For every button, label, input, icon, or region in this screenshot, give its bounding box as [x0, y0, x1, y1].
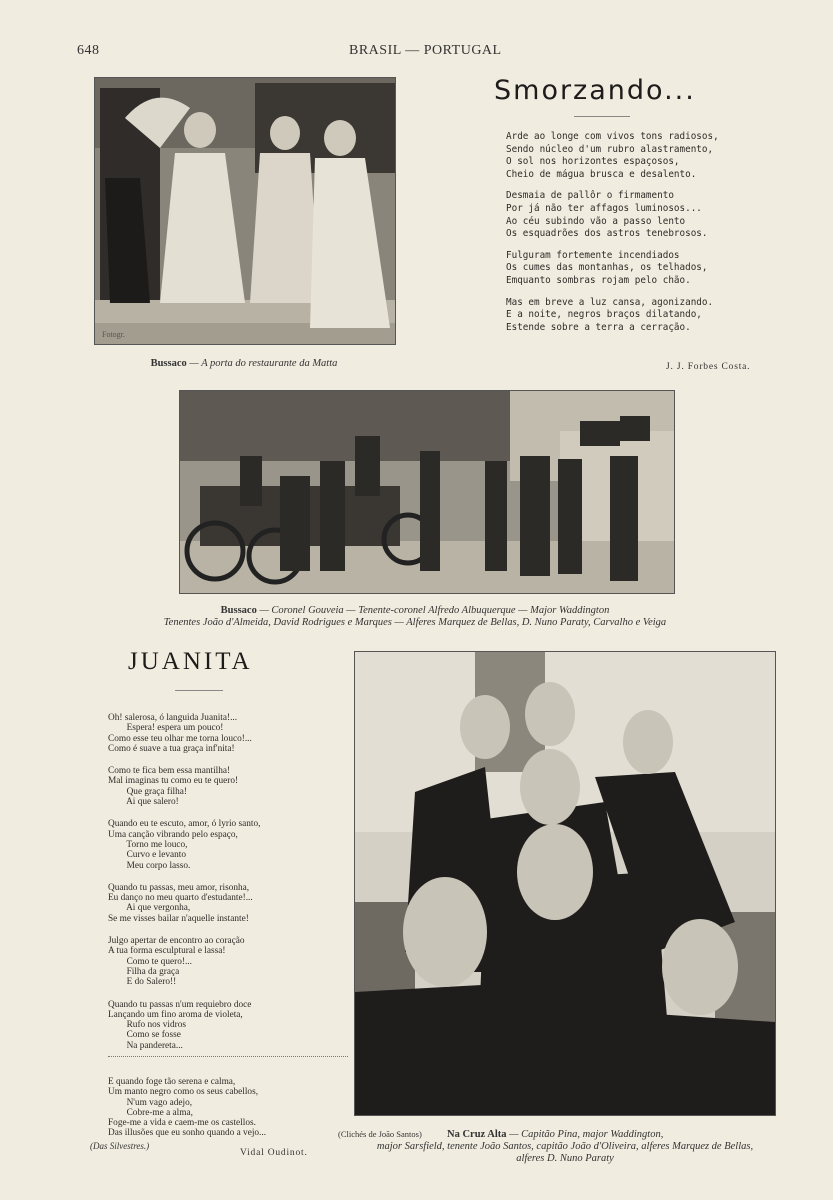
porch-photo	[94, 77, 396, 345]
stanza	[506, 297, 719, 335]
verse-line: Ai que vergonha,	[108, 903, 191, 914]
stanza	[108, 819, 260, 870]
verse-line: Mas em breve a luz cansa, agonizando.	[506, 296, 714, 308]
stanza	[108, 936, 260, 987]
verse-line: Os cumes das montanhas, os telhados,	[506, 262, 708, 274]
verse-line: Lançando um fino aroma de violeta,	[108, 1009, 243, 1020]
verse-line: Oh! salerosa, ó languida Juanita!...	[108, 713, 238, 723]
verse-line: Fulguram fortemente incendiados	[506, 249, 680, 261]
cruz-alta-caption-line2: major Sarsfield, tenente João Santos, capitão João d'Oliveira, alferes Marquez de Bellas,	[376, 1141, 754, 1152]
cruz-alta-caption-place: Na Cruz Alta	[447, 1129, 507, 1140]
porch-caption-place: Bussaco	[150, 358, 187, 369]
verse-line: Estende sobre a terra a cerração.	[506, 321, 691, 333]
group-car-caption-line2: Tenentes João d'Almeida, David Rodrigues e Marques — Alferes Marquez de Bellas, D. Nuno Paraty, Carvalho e Veiga	[163, 617, 667, 628]
verse-line: E quando foge tão serena e calma,	[108, 1077, 236, 1087]
verse-line: Uma canção vibrando pelo espaço,	[108, 829, 238, 840]
stanza	[506, 190, 719, 240]
verse-line: Julgo apertar de encontro ao coração	[108, 936, 245, 947]
verse-line: Arde ao longe com vivos tons radiosos,	[506, 131, 719, 142]
juanita-author: Vidal Oudinot.	[240, 1148, 308, 1158]
cruz-alta-caption-text: Capitão Pina, major Waddington,	[521, 1129, 664, 1140]
running-title: BRASIL — PORTUGAL	[349, 43, 502, 58]
title-rule	[574, 116, 630, 117]
verse-line: Das illusões que eu sonho quando a vejo...	[108, 1128, 267, 1139]
smorzando-title: Smorzando...	[494, 75, 696, 106]
verse-line: A tua forma esculptural e lassa!	[108, 946, 226, 957]
verse-line: Como esse teu olhar me torna louco!...	[108, 733, 252, 744]
verse-line: Como te quero!...	[108, 956, 192, 967]
stanza	[108, 883, 260, 924]
verse-line: Filha da graça	[108, 966, 180, 977]
verse-line: Que graça filha!	[108, 786, 187, 797]
verse-line: Na pandereta...	[108, 1040, 183, 1051]
verse-line: Os esquadrões dos astros tenebrosos.	[506, 228, 708, 240]
porch-caption-text: A porta do restaurante da Matta	[201, 358, 338, 369]
verse-line: Torno me louco,	[108, 839, 188, 850]
stanza	[108, 1000, 260, 1051]
verse-line: Espera! espera um pouco!	[108, 723, 224, 734]
verse-line: Cobre-me a alma,	[108, 1107, 193, 1118]
cruz-alta-photo	[354, 651, 776, 1116]
cruz-alta-caption-line3: alferes D. Nuno Paraty	[516, 1153, 614, 1164]
verse-line: Desmaia de pallôr o firmamento	[506, 190, 674, 202]
verse-line: Quando tu passas n'um requiebro doce	[108, 999, 252, 1010]
verse-line: Sendo núcleo d'um rubro alastramento,	[506, 143, 714, 155]
group-car-caption-line1: Bussaco — Coronel Gouveia — Tenente-coronel Alfredo Albuquerque — Major Waddington	[220, 605, 610, 616]
cruz-alta-credit: (Clichés de João Santos)	[338, 1129, 422, 1139]
verse-line: O sol nos horizontes espaçosos,	[506, 156, 680, 168]
juanita-title: JUANITA	[128, 648, 253, 675]
verse-line: Como te fica bem essa mantilha!	[108, 766, 231, 777]
juanita-final-stanza	[108, 1077, 266, 1139]
verse-line: Ao céu subindo vão a passo lento	[506, 215, 686, 227]
verse-line: Mal imaginas tu como eu te quero!	[108, 776, 239, 787]
smorzando-author: J. J. Forbes Costa.	[666, 362, 751, 372]
juanita-source: (Das Silvestres.)	[90, 1141, 150, 1151]
group-car-caption-place: Bussaco	[220, 605, 257, 616]
smorzando-poem	[506, 131, 719, 343]
cruz-alta-caption-line1: Na Cruz Alta — Capitão Pina, major Waddington,	[447, 1129, 664, 1140]
verse-line: E do Salero!!	[108, 977, 177, 988]
verse-line: E a noite, negros braços dilatando,	[506, 309, 702, 321]
verse-line: Um manto negro como os seus cabellos,	[108, 1087, 259, 1098]
verse-line: Como é suave a tua graça inf'nita!	[108, 743, 235, 754]
verse-line: Emquanto sombras rojam pelo chão.	[506, 274, 691, 286]
verse-line: Cheio de mágua brusca e desalento.	[506, 168, 697, 180]
group-car-caption-text: Coronel Gouveia — Tenente-coronel Alfredo Albuquerque — Major Waddington	[271, 605, 610, 616]
page-number: 648	[77, 43, 100, 58]
stanza	[108, 713, 260, 754]
verse-line: Quando eu te escuto, amor, ó lyrio santo,	[108, 819, 261, 830]
verse-line: Curvo e levanto	[108, 850, 186, 861]
juanita-poem	[108, 713, 260, 1063]
verse-line: Eu danço no meu quarto d'estudante!...	[108, 893, 253, 904]
title-rule	[175, 690, 223, 691]
stanza	[506, 131, 719, 181]
dotted-separator	[108, 1056, 348, 1057]
verse-line: Por já não ter affagos luminosos...	[506, 202, 702, 214]
stanza	[506, 250, 719, 288]
verse-line: Ai que salero!	[108, 797, 179, 808]
verse-line: Rufo nos vidros	[108, 1020, 186, 1031]
verse-line: Foge-me a vida e caem-me os castellos.	[108, 1118, 256, 1129]
verse-line: N'um vago adejo,	[108, 1097, 193, 1108]
porch-caption: Bussaco — A porta do restaurante da Matta	[150, 358, 338, 369]
verse-line: Meu corpo lasso.	[108, 860, 191, 871]
verse-line: Se me visses bailar n'aquelle instante!	[108, 913, 249, 924]
stanza	[108, 766, 260, 807]
group-car-photo	[179, 390, 675, 594]
verse-line: Quando tu passas, meu amor, risonha,	[108, 882, 250, 893]
photographer-mark: Fotogr.	[102, 330, 125, 339]
verse-line: Como se fosse	[108, 1030, 181, 1041]
